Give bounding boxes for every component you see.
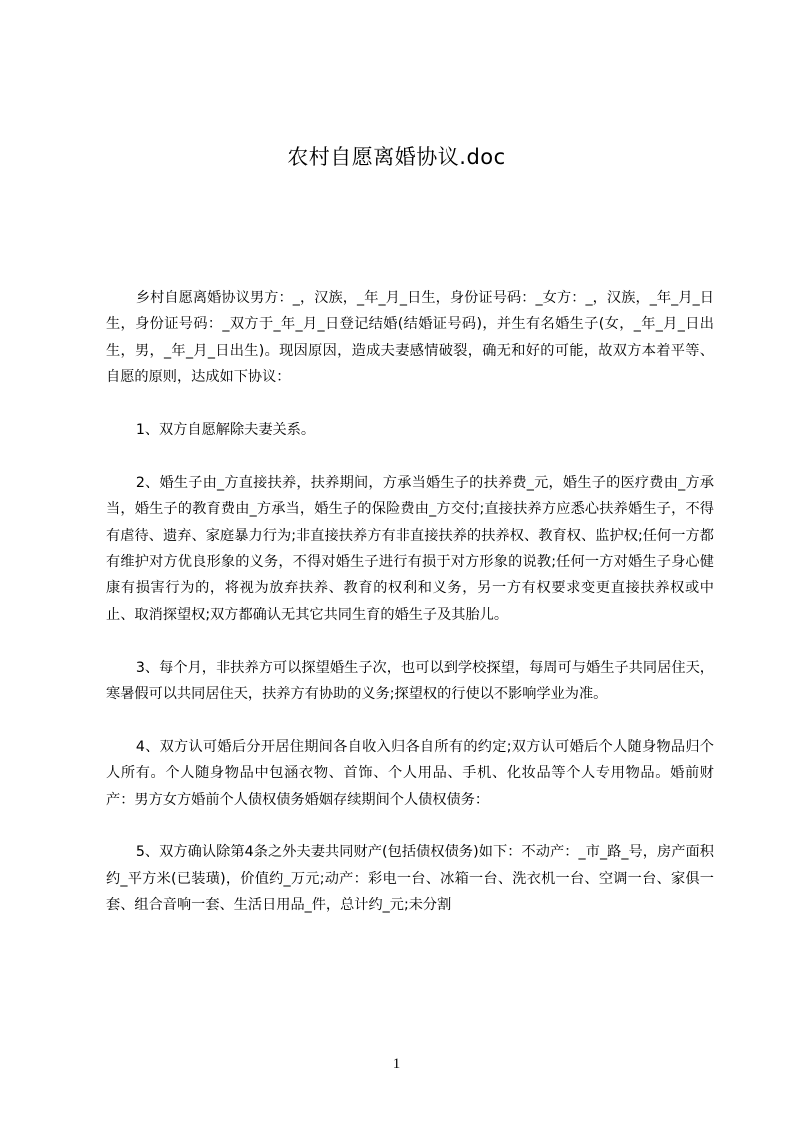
page-number: 1 bbox=[392, 1056, 401, 1072]
paragraph-clause-4: 4、双方认可婚后分开居住期间各自收入归各自所有的约定;双方认可婚后个人随身物品归个人所有。个人随身物品中包涵衣物、首饰、个人用品、手机、化妆品等个人专用物品。婚前财产：男方女方婚前个人债权债务婚姻存续期间个人债权债务： bbox=[106, 738, 714, 808]
document-body bbox=[106, 285, 714, 945]
paragraph-clause-3: 3、每个月，非扶养方可以探望婚生子次，也可以到学校探望，每周可与婚生子共同居住天，寒暑假可以共同居住天，扶养方有协助的义务;探望权的行使以不影响学业为准。 bbox=[106, 659, 714, 703]
paragraph-intro: 乡村自愿离婚协议男方：_，汉族，_年_月_日生，身份证号码：_女方：_，汉族，_年_月_日生，身份证号码：_双方于_年_月_日登记结婚(结婚证号码)，并生有名婚生子(女，_年_月_日出生，男，_年_月_日出生)。现因原因，造成夫妻感情破裂，确无和好的可能，故双方本着平等、自愿的原则，达成如下协议： bbox=[106, 290, 714, 386]
paragraph-clause-1: 1、双方自愿解除夫妻关系。 bbox=[135, 422, 316, 439]
paragraph-clause-5: 5、双方确认除第4条之外夫妻共同财产(包括债权债务)如下：不动产：_市_路_号，房产面积约_平方米(已装璜)，价值约_万元;动产：彩电一台、冰箱一台、洗衣机一台、空调一台、家俱一套、组合音响一套、生活日用品_件，总计约_元;未分割 bbox=[106, 844, 714, 914]
document-title: 农村自愿离婚协议.doc bbox=[287, 145, 506, 169]
paragraph-clause-2: 2、婚生子由_方直接扶养，扶养期间，方承当婚生子的扶养费_元，婚生子的医疗费由_方承当，婚生子的教育费由_方承当，婚生子的保险费由_方交付;直接扶养方应悉心扶养婚生子，不得有虐待、遗弃、家庭暴力行为;非直接扶养方有非直接扶养的扶养权、教育权、监护权;任何一方都有维护对方优良形象的义务，不得对婚生子进行有损于对方形象的说教;任何一方对婚生子身心健康有损害行为的，将视为放弃扶养、教育的权利和义务，另一方有权要求变更直接扶养权或中止、取消探望权;双方都确认无其它共同生育的婚生子及其胎儿。 bbox=[106, 474, 714, 623]
